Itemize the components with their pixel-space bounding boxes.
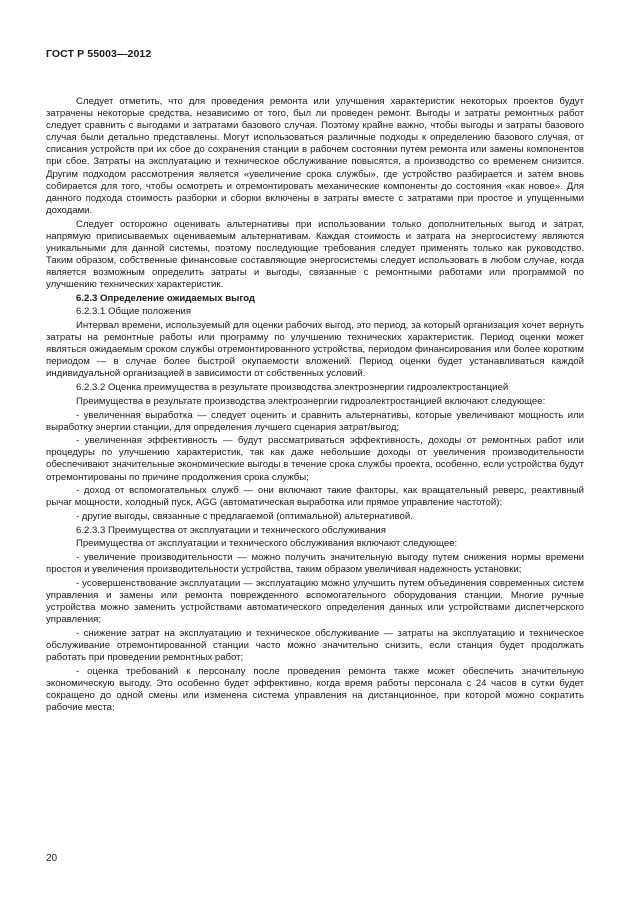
paragraph: Следует отметить, что для проведения ремонта или улучшения характеристик некоторых проектов будут затрачены некоторые средства, независимо от того, был ли проведен ремонт. Выгоды и затраты ремонтных работ следует сравнить с выгодами и затратами базового случая. Поэтому крайне важно, чтобы выгоды и затраты базового случая были детально представлены. Могут использоваться различные подходы к определению базового случая, от списания устройств при их сбое до сохранения станции в рабочем состоянии путем ремонта или замены компонентов при сбое. Затраты на эксплуатацию и техническое обслуживание повысятся, а производство со временем снизится. Другим подходом рассмотрения является «увеличение срока службы», где устройство разбирается и затем вновь собирается для того, чтобы осмотреть и отремонтировать механические компоненты до состояния «как новое». Для данного подхода стоимость разборки и сборки включены в затраты вместе с затратами при простое и упущенными доходами. [46, 96, 584, 216]
section-heading: 6.2.3 Определение ожидаемых выгод [76, 292, 256, 304]
page-number: 20 [46, 853, 58, 864]
list-item: - доход от вспомогательных служб — они включают такие факторы, как вращательный реверс, реактивный рычаг мощности, холодный пуск, AGG (автоматическая выработка или прямое управление частотой); [46, 485, 584, 509]
list-item: - оценка требований к персоналу после проведения ремонта также может обеспечить значительную экономическую выгоду. Это особенно будет эффективно, когда время работы персонала с 24 часов в сутки будет сокращено до одной смены или изменена система управления на дистанционное, при которой можно сократить рабочие места; [46, 665, 584, 713]
document-body [46, 96, 584, 716]
subsection-title: 6.2.3.1 Общие положения [76, 306, 192, 318]
list-item: - увеличенная выработка — следует оценить и сравнить альтернативы, которые увеличивают мощность или выработку энергии станции, для определения лучшего сценария затрат/выгод; [46, 409, 584, 433]
list-item: - другие выгоды, связанные с предлагаемой (оптимальной) альтернативой. [76, 511, 413, 523]
subsection-title: 6.2.3.3 Преимущества от эксплуатации и технического обслуживания [76, 524, 386, 536]
paragraph: Преимущества в результате производства электроэнергии гидроэлектростанцией включают следующее: [76, 395, 546, 407]
list-item: - увеличенная эффективность — будут рассматриваться эффективность, доходы от ремонтных работ или процедуры по улучшению характеристик, так как даже небольшие доходы от увеличения производительности обеспечивают значительные экономические выгоды в течение срока службы проекта, особенно, если устройства будут отремонтированы по причине продолжения срока службы; [46, 435, 584, 483]
list-item: - увеличение производительности — можно получить значительную выгоду путем снижения нормы времени простоя и увеличения производительности устройства, таким образом увеличивая надежность установки; [46, 552, 584, 576]
paragraph: Преимущества от эксплуатации и технического обслуживания включают следующее: [76, 538, 458, 550]
document-code-header: ГОСТ Р 55003—2012 [46, 48, 152, 60]
paragraph: Следует осторожно оценивать альтернативы при использовании только дополнительных выгод и затрат, напрямую приписываемых оцениваемым альтернативам. Каждая стоимость и затрата на энергосистему являются уникальными для данной системы, поэтому последующие требования следует применять только как руководство. Таким образом, собственные финансовые составляющие энергосистемы следует использовать в любом случае, когда является возможным определить затраты и выгоды, связанные с ремонтными работами или программой по улучшению технических характеристик. [46, 218, 584, 290]
list-item: - снижение затрат на эксплуатацию и техническое обслуживание — затраты на эксплуатацию и техническое обслуживание отремонтированной станции часто можно значительно снизить, если станция будет продолжать работать при проведении ремонтных работ; [46, 627, 584, 664]
subsection-title: 6.2.3.2 Оценка преимущества в результате производства электроэнергии гидроэлектростанцией [76, 382, 509, 394]
list-item: - усовершенствование эксплуатации — эксплуатацию можно улучшить путем объединения современных систем управления и замены или ремонта поврежденного вспомогательного оборудования станции. Многие ручные устройства можно заменить устройствами автоматического определения данных или устройствами диспетчерского управления; [46, 577, 584, 626]
paragraph: Интервал времени, используемый для оценки рабочих выгод, это период, за который организация хочет вернуть затраты на ремонтные работы или программу по улучшению технических характеристик. Период оценки может являться ожидаемым сроком службы отремонтированного устройства, периодом финансирования или более коротким периодом — в случае более быстрой окупаемости вложений. Период оценки будет устанавливаться каждой индивидуальной организацией в зависимости от собственных условий. [46, 320, 584, 380]
